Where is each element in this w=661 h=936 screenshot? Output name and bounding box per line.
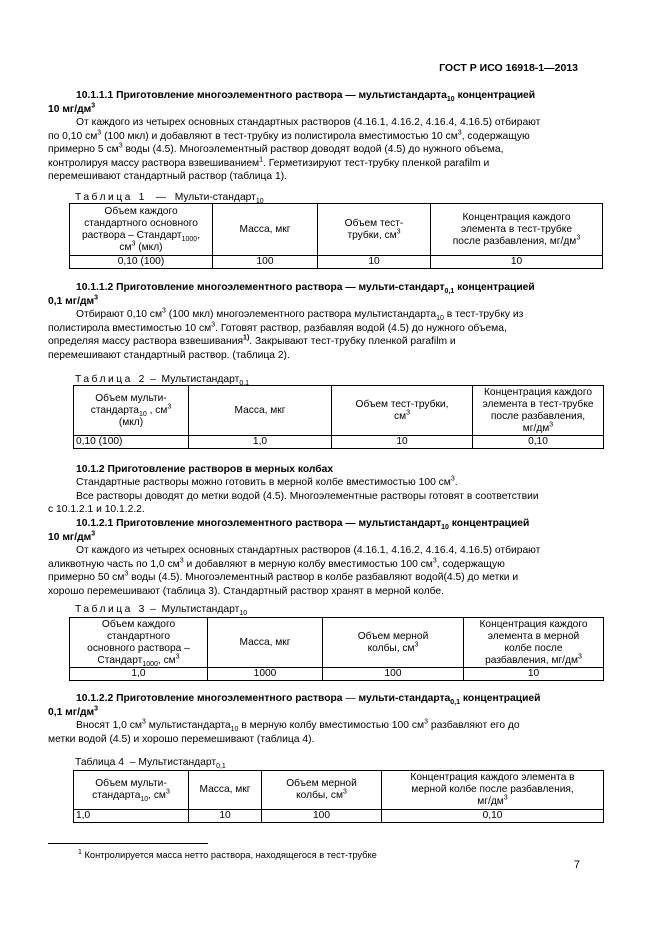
page-number: 7: [573, 859, 580, 871]
table-row: 0,10 (100) 100 10 10: [70, 256, 603, 269]
table-4: [73, 770, 604, 823]
table-row: 1,0 10 100 0,10: [74, 810, 604, 823]
footnote-divider: [48, 843, 208, 844]
table-header-cell: Концентрация каждого элемента в тест-трубке после разбавления, $мг/дм^3$: [473, 386, 604, 436]
table-header-cell: Концентрация каждого элемента в мерной колбе после разбавления, $мг/дм^3$: [464, 618, 604, 668]
table-row: 1,0 1000 100 10: [70, 668, 604, 681]
section-heading-10-1-2-2: 10.1.2.2 Приготовление многоэлементного раствора — мульти-стандарта$_{0,1}$ концентрацией 0,1 $мг/дм^3$: [48, 693, 541, 718]
section-body-10-1-2: Стандартные растворы можно готовить в мерной колбе вместимостью 100 $см^3$. Все растворы доводят до метки водой (4.5). Многоэлементные растворы готовят в соответствии с 10.1.2.1 и 10.1.2.2.: [48, 475, 539, 515]
table-header-cell: Масса, мкг: [189, 771, 262, 810]
table-header-row: [70, 618, 604, 668]
table-header-cell: Масса, мкг: [189, 386, 332, 436]
section-body-10-1-1-1: От каждого из четырех основных стандартных растворов (4.16.1, 4.16.2, 4.16.4, 4.16.5) отбирают по 0,10 $см^3$ (100 мкл) и добавляют в тест-трубку из полистирола вместимостью 10 $см^3$, содержащую примерно 5 $см^3$ воды (4.5). Многоэлементный раствор доводят водой (4.5) до нужного объема, контролируя массу раствора взвешиванием$^1$. Герметизируют тест-трубку пленкой parafilm и перемешивают стандартный раствор (таблица 1).: [48, 117, 541, 182]
footnote: $^1$ Контролируется масса нетто раствора, находящегося в тест-трубке: [78, 848, 377, 860]
table-header-cell: Объем каждого стандартного основного раствора – Стандарт$_{1000}$, $см^3$: [70, 618, 208, 668]
table-header-cell: Объем мульти- стандарта$_{10}$, $см^3$: [74, 771, 189, 810]
section-body-10-1-2-1: От каждого из четырех основных стандартных растворов (4.16.1, 4.16.2, 4.16.4, 4.16.5) отбирают аликвотную часть по 1,0 $см^3$ и добавляют в мерную колбу вместимостью 100 $см^3$, содержащую примерно 50 $см^3$ воды (4.5). Многоэлементный раствор в колбе разбавляют водой(4.5) до метки и хорошо перемешивают (таблица 3). Стандартный раствор хранят в мерной колбе.: [48, 545, 541, 597]
table-header-cell: Объем мерной колбы, $см^3$: [323, 618, 464, 668]
table-header-cell: Концентрация каждого элемента в тест-трубке после разбавления, $мг/дм^3$: [431, 204, 603, 256]
section-heading-10-1-2: 10.1.2 Приготовление растворов в мерных колбах: [76, 464, 334, 475]
table-header-row: [74, 386, 604, 436]
table-2: [73, 385, 604, 449]
table-header-cell: Масса, мкг: [208, 618, 323, 668]
table-4-caption: Таблица 4 – Мультистандарт$_{0,1}$: [75, 757, 226, 771]
table-3-caption: Таблица 3 – Мультистандарт$_{10}$: [75, 604, 248, 618]
table-header-cell: Объем тест-трубки, $см^3$: [332, 386, 473, 436]
section-heading-10-1-1-2: 10.1.1.2 Приготовление многоэлементного раствора — мульти-стандарт$_{0,1}$ концентрацией 0,1 $мг/дм^3$: [48, 282, 535, 307]
document-header: ГОСТ Р ИСО 16918-1—2013: [439, 62, 578, 74]
table-header-cell: Объем мерной колбы, $см^3$: [262, 771, 382, 810]
table-header-cell: Объем каждого стандартного основного раствора – Стандарт$_{1000}$, $см^3$ (мкл): [70, 204, 213, 256]
table-header-row: [70, 204, 603, 256]
table-header-cell: Масса, мкг: [213, 204, 318, 256]
table-1: [69, 203, 603, 269]
section-heading-10-1-1-1: 10.1.1.1 Приготовление многоэлементного раствора — мультистандарта$_{10}$ концентрацией 10 $мг/дм^3$: [48, 90, 536, 115]
section-heading-10-1-2-1: 10.1.2.1 Приготовление многоэлементного раствора — мультистандарт$_{10}$ концентрацией 10 $мг/дм^3$: [48, 518, 530, 543]
section-body-10-1-2-2: Вносят 1,0 $см^3$ мультистандарта$_{10}$ в мерную колбу вместимостью 100 $см^3$ разбавляют его до метки водой (4.5) и хорошо перемешивают (таблица 4).: [48, 718, 520, 745]
table-header-cell: Объем тест- трубки, $см^3$: [318, 204, 431, 256]
table-row: 0,10 (100) 1,0 10 0,10: [74, 436, 604, 449]
table-2-caption: Таблица 2 – Мультистандарт$_{0,1}$: [75, 374, 250, 388]
table-header-cell: Объем мульти- стандарта$_{10}$ , $см^3$ (мкл): [74, 386, 189, 436]
table-3: [69, 617, 604, 681]
table-1-caption: Таблица 1 — Мульти-стандарт$_{10}$: [75, 192, 264, 206]
section-body-10-1-1-2: Отбирают 0,10 $см^3$ (100 мкл) многоэлементного раствора мультистандарта$_{10}$ в тест-трубку из полистирола вместимостью 10 $см^3$. Готовят раствор, разбавляя водой (4.5) до нужного объема, определяя массу раствора взвешивания$^{1)}$. Закрывают тест-трубку пленкой parafilm и перемешивают стандартный раствор. (таблица 2).: [48, 307, 524, 361]
table-header-cell: Концентрация каждого элемента в мерной колбе после разбавления, $мг/дм^3$: [382, 771, 604, 810]
table-header-row: [74, 771, 604, 810]
